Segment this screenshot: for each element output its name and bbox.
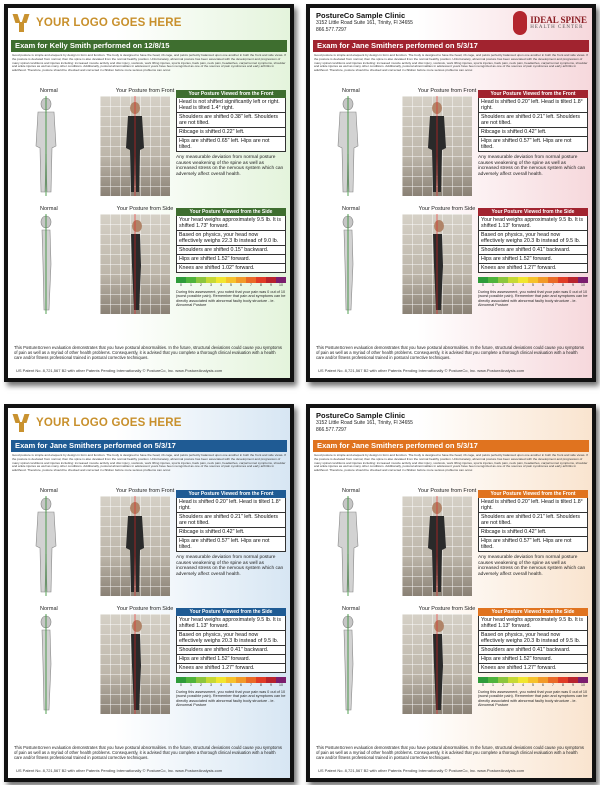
score-note: During this assessment, you noted that your pain was 0 out of 10 (worst possible pain). Remember that pain and symptoms can be directly associated with abnormal faulty body structure - ie. Abnormal Posture <box>176 290 286 308</box>
side-result-shoulders: Shoulders are shifted 0.41" backward. <box>478 646 588 655</box>
report-header <box>310 8 592 40</box>
clinic-logo <box>513 11 587 35</box>
side-result-head: Your head weighs approximately 9.5 lb. It is shifted 1.73" forward. <box>176 216 286 231</box>
front-result-head: Head is shifted 0.20" left. Head is tilted 1.8° right. <box>478 498 588 513</box>
report-header <box>8 408 290 440</box>
clinic-phone: 866.577.7297 <box>316 426 347 433</box>
posture-photo-front <box>402 496 472 596</box>
normal-side-silhouette-icon <box>26 214 66 314</box>
posture-photo-front <box>100 96 170 196</box>
posture-photo-side <box>100 214 170 314</box>
normal-label: Normal <box>342 206 360 212</box>
photo-label: Your Posture from Side <box>418 206 476 212</box>
front-results-table <box>478 490 588 577</box>
front-result-hips: Hips are shifted 0.57" left. Hips are not tilted. <box>478 137 588 152</box>
pain-scale-numbers: 0 1 2 3 4 5 6 7 8 9 10 <box>180 283 283 287</box>
report-header <box>310 408 592 440</box>
clinic-phone: 866.577.7297 <box>316 26 347 33</box>
normal-label: Normal <box>40 488 58 494</box>
normal-side-silhouette-icon <box>26 614 66 714</box>
side-result-knees: Knees are shifted 1.27" forward. <box>478 664 588 673</box>
side-results-table <box>478 208 588 308</box>
normal-side-silhouette-icon <box>328 614 368 714</box>
photo-label: Your Posture from Side <box>116 206 174 212</box>
normal-label: Normal <box>342 488 360 494</box>
exam-title: Exam for Jane Smithers performed on 5/3/17 <box>11 440 287 452</box>
side-result-knees: Knees are shifted 1.02" forward. <box>176 264 286 273</box>
normal-front-silhouette-icon <box>26 96 66 196</box>
side-result-hips: Hips are shifted 1.52" forward. <box>478 255 588 264</box>
report-card-blue <box>4 404 294 782</box>
front-view-section <box>10 88 290 202</box>
normal-side-silhouette-icon <box>328 214 368 314</box>
front-results-table <box>176 490 286 577</box>
deviation-note: Any measurable deviation from normal posture causes weakening of the spine as well as increased stress on the nervous system which can adversely affect overall health. <box>478 555 586 577</box>
side-results-header: Your Posture Viewed from the Side <box>478 608 588 616</box>
side-results-table <box>176 608 286 708</box>
posture-photo-side <box>402 614 472 714</box>
front-results-header: Your Posture Viewed from the Front <box>478 90 588 98</box>
side-results-table <box>176 208 286 308</box>
clinic-address: 3152 Little Road Suite 161, Trinity, Fl 34655 <box>316 420 413 427</box>
deviation-note: Any measurable deviation from normal posture causes weakening of the spine as well as increased stress on the nervous system which can adversely affect overall health. <box>176 555 284 577</box>
photo-label: Your Posture from Front <box>115 88 175 94</box>
front-result-hips: Hips are shifted 0.57" left. Hips are not tilted. <box>176 537 286 552</box>
front-results-table <box>478 90 588 177</box>
patent-text: US Patent No. 8,721,567 B2 with other Patents Pending Internationally © PostureCo, Inc. www.PostureAnalysis.com <box>318 368 525 373</box>
front-result-head: Head is not shifted significantly left or right. Head is tilted 1.4° right. <box>176 98 286 113</box>
front-result-ribcage: Ribcage is shifted 0.42" left. <box>478 528 588 537</box>
front-result-shoulders: Shoulders are shifted 0.38" left. Shoulders are not tilted. <box>176 113 286 128</box>
front-result-head: Head is shifted 0.20" left. Head is tilted 1.8° right. <box>176 498 286 513</box>
exam-title: Exam for Jane Smithers performed on 5/3/17 <box>313 440 589 452</box>
posture-photo-front <box>402 96 472 196</box>
photo-label: Your Posture from Front <box>417 88 477 94</box>
side-results-header: Your Posture Viewed from the Side <box>478 208 588 216</box>
side-results-header: Your Posture Viewed from the Side <box>176 208 286 216</box>
exam-title: Exam for Jane Smithers performed on 5/3/17 <box>313 40 589 52</box>
front-result-ribcage: Ribcage is shifted 0.22" left. <box>176 128 286 137</box>
clinic-name: PostureCo Sample Clinic <box>316 411 406 420</box>
side-result-knees: Knees are shifted 1.27" forward. <box>478 264 588 273</box>
side-view-section <box>312 206 592 320</box>
photo-label: Your Posture from Front <box>115 488 175 494</box>
side-result-weight: Based on physics, your head now effectively weighs 20.3 lb instead of 9.5 lb. <box>478 231 588 246</box>
front-results-header: Your Posture Viewed from the Front <box>176 90 286 98</box>
normal-label: Normal <box>40 88 58 94</box>
spine-logo-icon <box>513 11 527 35</box>
side-result-weight: Based on physics, your head now effectively weighs 20.3 lb instead of 9.5 lb. <box>478 631 588 646</box>
normal-front-silhouette-icon <box>328 96 368 196</box>
normal-label: Normal <box>342 606 360 612</box>
brand-sub: HEALTH CENTER <box>530 25 584 30</box>
intro-text: Good posture is simple and eloquent by design in form and function. The body is designed to have the head, rib cage, and pelvis perfectly balanced upon one another in both the front and side views. If the posture is deviated from normal, then the spine is also deviated from the normal healthy position. Unfortunately, abnormal posture has been associated with the development and progression of many spinal conditions and injuries including: increased muscle activity and disc injury, scoliosis, work lifting injuries, sports injuries, back pain, neck pain, headaches, carpal tunnel symptoms, shoulder and ankle injuries as well as many other conditions. Additionally, postural abnormalities in adolescent years have been recognized as one of the sources of pain syndromes and early arthritis in adulthood. Therefore, posture should be checked and corrected in children before more serious problems can occur. <box>314 454 588 473</box>
pain-scale-numbers: 0 1 2 3 4 5 6 7 8 9 10 <box>180 683 283 687</box>
front-view-section <box>10 488 290 602</box>
side-result-hips: Hips are shifted 1.52" forward. <box>176 255 286 264</box>
side-result-shoulders: Shoulders are shifted 0.41" backward. <box>478 246 588 255</box>
posture-photo-front <box>100 496 170 596</box>
side-result-head: Your head weighs approximately 9.5 lb. It is shifted 1.13" forward. <box>478 216 588 231</box>
logo-text: YOUR LOGO GOES HERE <box>36 417 182 429</box>
side-view-section <box>312 606 592 720</box>
deviation-note: Any measurable deviation from normal posture causes weakening of the spine as well as increased stress on the nervous system which can adversely affect overall health. <box>478 155 586 177</box>
photo-label: Your Posture from Side <box>116 606 174 612</box>
normal-front-silhouette-icon <box>328 496 368 596</box>
front-result-shoulders: Shoulders are shifted 0.21" left. Shoulders are not tilted. <box>478 113 588 128</box>
normal-label: Normal <box>342 88 360 94</box>
normal-label: Normal <box>40 606 58 612</box>
normal-label: Normal <box>40 206 58 212</box>
logo-mark-icon <box>14 14 32 32</box>
logo <box>14 14 182 32</box>
side-view-section <box>10 606 290 720</box>
footer-text: This PostureScreen evaluation demonstrates that you have postural abnormalities. In the future, structural deviations could cause you symptoms of pain as well as a myriad of other health problems. Consequently, it is advised that you complete a thorough clinical evaluation with a health care and/or fitness professional trained in postural corrective techniques. <box>316 745 584 760</box>
intro-text: Good posture is simple and eloquent by design in form and function. The body is designed to have the head, rib cage, and pelvis perfectly balanced upon one another in both the front and side views. If the posture is deviated from normal, then the spine is also deviated from the normal healthy position. Unfortunately, abnormal posture has been associated with the development and progression of many spinal conditions and injuries including: increased muscle activity and disc injury, scoliosis, work lifting injuries, sports injuries, back pain, neck pain, headaches, carpal tunnel symptoms, shoulder and ankle injuries as well as many other conditions. Additionally, postural abnormalities in adolescent years have been recognized as one of the sources of pain syndromes and early arthritis in adulthood. Therefore, posture should be checked and corrected in children before more serious problems can occur. <box>12 54 286 73</box>
report-card-green <box>4 4 294 382</box>
patent-text: US Patent No. 8,721,567 B2 with other Patents Pending Internationally © PostureCo, Inc. www.PostureAnalysis.com <box>318 768 525 773</box>
logo <box>14 414 182 432</box>
side-results-table <box>478 608 588 708</box>
footer-text: This PostureScreen evaluation demonstrates that you have postural abnormalities. In the future, structural deviations could cause you symptoms of pain as well as a myriad of other health problems. Consequently, it is advised that you complete a thorough clinical evaluation with a health care and/or fitness professional trained in postural corrective techniques. <box>316 345 584 360</box>
photo-label: Your Posture from Front <box>417 488 477 494</box>
front-result-ribcage: Ribcage is shifted 0.42" left. <box>478 128 588 137</box>
side-result-weight: Based on physics, your head now effectively weighs 20.3 lb instead of 9.5 lb. <box>176 631 286 646</box>
brand-name: IDEAL SPINE <box>530 15 587 25</box>
posture-photo-side <box>402 214 472 314</box>
side-results-header: Your Posture Viewed from the Side <box>176 608 286 616</box>
pain-scale-numbers: 0 1 2 3 4 5 6 7 8 9 10 <box>482 683 585 687</box>
side-result-head: Your head weighs approximately 9.5 lb. It is shifted 1.13" forward. <box>176 616 286 631</box>
front-view-section <box>312 488 592 602</box>
side-view-section <box>10 206 290 320</box>
clinic-info <box>316 411 413 433</box>
normal-front-silhouette-icon <box>26 496 66 596</box>
score-note: During this assessment, you noted that your pain was 0 out of 10 (worst possible pain). Remember that pain and symptoms can be directly associated with abnormal faulty body structure - ie. Abnormal Posture <box>176 690 286 708</box>
clinic-name: PostureCo Sample Clinic <box>316 11 406 20</box>
report-header <box>8 8 290 40</box>
front-result-hips: Hips are shifted 0.65" left. Hips are not tilted. <box>176 137 286 152</box>
score-note: During this assessment, you noted that your pain was 0 out of 10 (worst possible pain). Remember that pain and symptoms can be directly associated with abnormal faulty body structure - ie. Abnormal Posture <box>478 290 588 308</box>
patent-text: US Patent No. 8,721,567 B2 with other Patents Pending Internationally © PostureCo, Inc. www.PostureAnalysis.com <box>16 368 223 373</box>
side-result-shoulders: Shoulders are shifted 0.41" backward. <box>176 646 286 655</box>
intro-text: Good posture is simple and eloquent by design in form and function. The body is designed to have the head, rib cage, and pelvis perfectly balanced upon one another in both the front and side views. If the posture is deviated from normal, then the spine is also deviated from the normal healthy position. Unfortunately, abnormal posture has been associated with the development and progression of many spinal conditions and injuries including: increased muscle activity and disc injury, scoliosis, work lifting injuries, sports injuries, back pain, neck pain, headaches, carpal tunnel symptoms, shoulder and ankle injuries as well as many other conditions. Additionally, postural abnormalities in adolescent years have been recognized as one of the sources of pain syndromes and early arthritis in adulthood. Therefore, posture should be checked and corrected in children before more serious problems can occur. <box>12 454 286 473</box>
posture-photo-side <box>100 614 170 714</box>
front-results-table <box>176 90 286 177</box>
intro-text: Good posture is simple and eloquent by design in form and function. The body is designed to have the head, rib cage, and pelvis perfectly balanced upon one another in both the front and side views. If the posture is deviated from normal, then the spine is also deviated from the normal healthy position. Unfortunately, abnormal posture has been associated with the development and progression of many spinal conditions and injuries including: increased muscle activity and disc injury, scoliosis, work lifting injuries, sports injuries, back pain, neck pain, headaches, carpal tunnel symptoms, shoulder and ankle injuries as well as many other conditions. Additionally, postural abnormalities in adolescent years have been recognized as one of the sources of pain syndromes and early arthritis in adulthood. Therefore, posture should be checked and corrected in children before more serious problems can occur. <box>314 54 588 73</box>
front-results-header: Your Posture Viewed from the Front <box>478 490 588 498</box>
front-results-header: Your Posture Viewed from the Front <box>176 490 286 498</box>
deviation-note: Any measurable deviation from normal posture causes weakening of the spine as well as increased stress on the nervous system which can adversely affect overall health. <box>176 155 284 177</box>
photo-label: Your Posture from Side <box>418 606 476 612</box>
patent-text: US Patent No. 8,721,567 B2 with other Patents Pending Internationally © PostureCo, Inc. www.PostureAnalysis.com <box>16 768 223 773</box>
logo-mark-icon <box>14 414 32 432</box>
front-result-shoulders: Shoulders are shifted 0.21" left. Shoulders are not tilted. <box>478 513 588 528</box>
report-card-orange <box>306 404 596 782</box>
clinic-address: 3152 Little Road Suite 161, Trinity, Fl 34655 <box>316 20 413 27</box>
logo-text: YOUR LOGO GOES HERE <box>36 17 182 29</box>
score-note: During this assessment, you noted that your pain was 0 out of 10 (worst possible pain). Remember that pain and symptoms can be directly associated with abnormal faulty body structure - ie. Abnormal Posture <box>478 690 588 708</box>
pain-scale-numbers: 0 1 2 3 4 5 6 7 8 9 10 <box>482 283 585 287</box>
front-result-ribcage: Ribcage is shifted 0.42" left. <box>176 528 286 537</box>
front-result-shoulders: Shoulders are shifted 0.21" left. Shoulders are not tilted. <box>176 513 286 528</box>
clinic-info <box>316 11 413 33</box>
side-result-head: Your head weighs approximately 9.5 lb. It is shifted 1.13" forward. <box>478 616 588 631</box>
side-result-weight: Based on physics, your head now effectively weighs 22.3 lb instead of 9.0 lb. <box>176 231 286 246</box>
front-result-hips: Hips are shifted 0.57" left. Hips are not tilted. <box>478 537 588 552</box>
side-result-hips: Hips are shifted 1.52" forward. <box>176 655 286 664</box>
footer-text: This PostureScreen evaluation demonstrates that you have postural abnormalities. In the future, structural deviations could cause you symptoms of pain as well as a myriad of other health problems. Consequently, it is advised that you complete a thorough clinical evaluation with a health care and/or fitness professional trained in postural corrective techniques. <box>14 745 282 760</box>
report-card-red <box>306 4 596 382</box>
footer-text: This PostureScreen evaluation demonstrates that you have postural abnormalities. In the future, structural deviations could cause you symptoms of pain as well as a myriad of other health problems. Consequently, it is advised that you complete a thorough clinical evaluation with a health care and/or fitness professional trained in postural corrective techniques. <box>14 345 282 360</box>
side-result-shoulders: Shoulders are shifted 0.15" backward. <box>176 246 286 255</box>
exam-title: Exam for Kelly Smith performed on 12/8/15 <box>11 40 287 52</box>
side-result-hips: Hips are shifted 1.52" forward. <box>478 655 588 664</box>
front-view-section <box>312 88 592 202</box>
side-result-knees: Knees are shifted 1.27" forward. <box>176 664 286 673</box>
front-result-head: Head is shifted 0.20" left. Head is tilted 1.8° right. <box>478 98 588 113</box>
